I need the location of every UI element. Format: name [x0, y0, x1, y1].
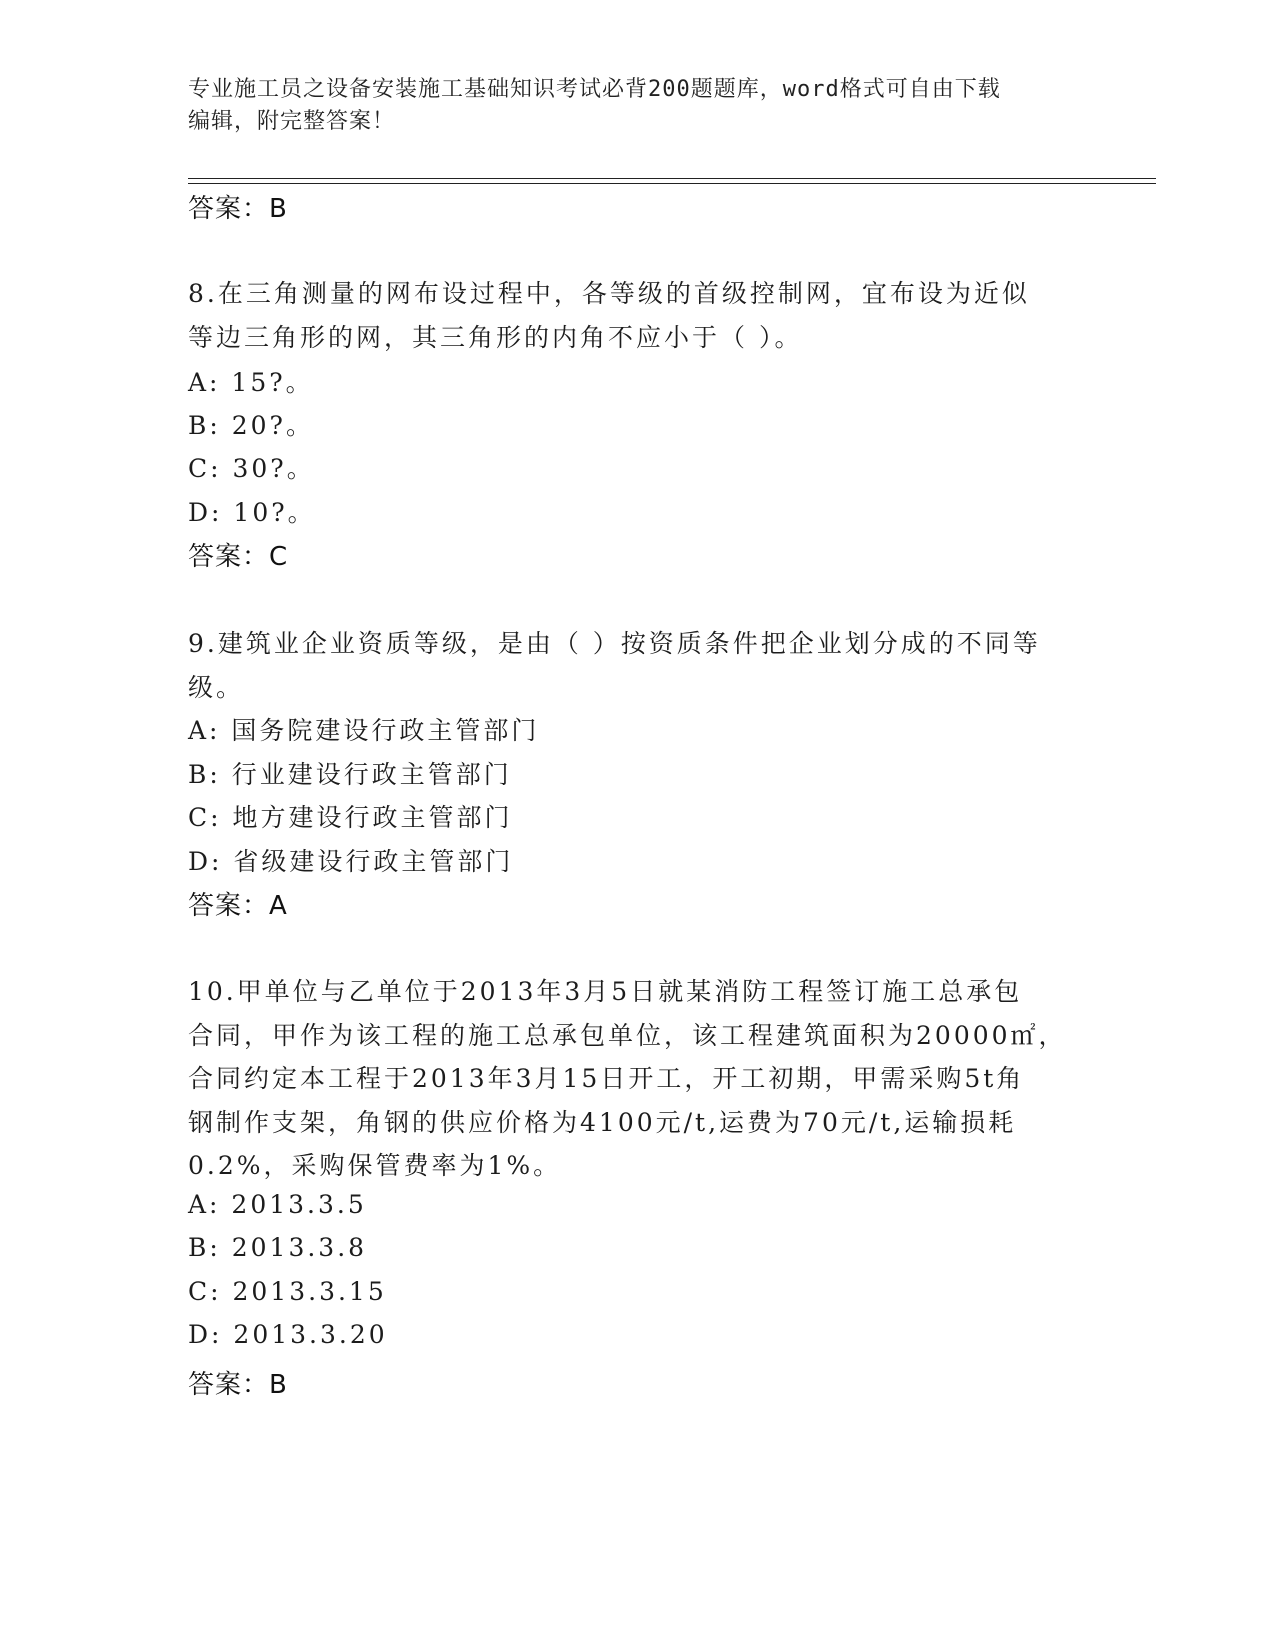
q8-answer: 答案：C	[188, 542, 289, 572]
q8-option-c: C: 30?。	[188, 454, 315, 483]
q8-stem-line-1: 8.在三角测量的网布设过程中，各等级的首级控制网，宜布设为近似	[188, 279, 1030, 308]
header-line-2: 编辑，附完整答案！	[188, 109, 396, 134]
header-divider-bottom	[188, 183, 1156, 184]
header-line-1: 专业施工员之设备安装施工基础知识考试必背200题题库，word格式可自由下载	[188, 77, 1001, 102]
q9-option-a: A: 国务院建设行政主管部门	[188, 716, 540, 745]
q10-option-d: D: 2013.3.20	[188, 1320, 388, 1349]
q8-option-a: A: 15?。	[188, 368, 314, 397]
q8-option-d: D: 10?。	[188, 498, 316, 527]
q9-answer: 答案：A	[188, 891, 288, 921]
q8-option-b: B: 20?。	[188, 411, 314, 440]
q10-stem-line-2: 合同，甲作为该工程的施工总承包单位，该工程建筑面积为20000㎡，	[188, 1021, 1067, 1050]
q10-stem-line-3: 合同约定本工程于2013年3月15日开工，开工初期，甲需采购5t角	[188, 1064, 1025, 1093]
q10-stem-line-5: 0.2%，采购保管费率为1%。	[188, 1151, 562, 1180]
header-divider-top	[188, 178, 1156, 179]
q10-option-c: C: 2013.3.15	[188, 1277, 387, 1306]
q10-option-b: B: 2013.3.8	[188, 1233, 368, 1262]
answer-prev: 答案：B	[188, 194, 288, 224]
q10-stem-line-4: 钢制作支架，角钢的供应价格为4100元/t,运费为70元/t,运输损耗	[188, 1108, 1017, 1137]
q10-stem-line-1: 10.甲单位与乙单位于2013年3月5日就某消防工程签订施工总承包	[188, 977, 1023, 1006]
q10-answer: 答案：B	[188, 1370, 288, 1400]
q10-option-a: A: 2013.3.5	[188, 1190, 367, 1219]
q9-option-c: C: 地方建设行政主管部门	[188, 803, 513, 832]
q8-stem-line-2: 等边三角形的网，其三角形的内角不应小于（ ）。	[188, 323, 803, 352]
document-header	[188, 74, 1068, 138]
q9-stem-line-2: 级。	[188, 673, 245, 702]
q9-option-b: B: 行业建设行政主管部门	[188, 760, 512, 789]
q9-option-d: D: 省级建设行政主管部门	[188, 847, 514, 876]
q9-stem-line-1: 9.建筑业企业资质等级，是由（ ）按资质条件把企业划分成的不同等	[188, 629, 1041, 658]
